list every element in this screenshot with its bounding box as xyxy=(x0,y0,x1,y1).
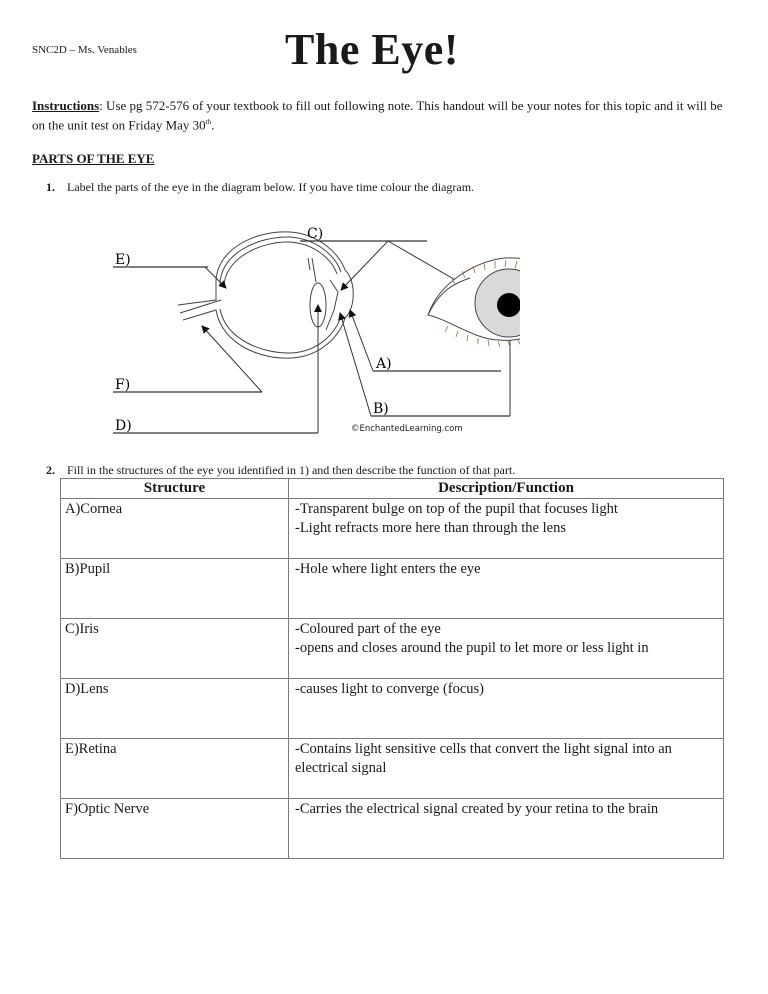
structure-cell: D)Lens xyxy=(61,679,289,739)
instructions-text: : Use pg 572-576 of your textbook to fill out following note. This handout will be your notes for this topic and it will be on the unit test on Friday May 30 xyxy=(32,98,723,133)
structure-cell: C)Iris xyxy=(61,619,289,679)
diagram-label-f: F) xyxy=(115,377,131,393)
course-label: SNC2D – Ms. Venables xyxy=(32,44,137,56)
description-cell xyxy=(289,559,724,619)
description-line: -Transparent bulge on top of the pupil that focuses light xyxy=(295,501,618,517)
question-2-text: Fill in the structures of the eye you identified in 1) and then describe the function of that part. xyxy=(67,463,516,477)
section-title: PARTS OF THE EYE xyxy=(32,151,155,166)
description-line: -opens and closes around the pupil to let more or less light in xyxy=(295,640,649,656)
structures-table xyxy=(60,478,724,859)
description-line: -causes light to converge (focus) xyxy=(295,681,484,697)
question-1-number: 1. xyxy=(46,180,55,194)
description-line: -Light refracts more here than through the lens xyxy=(295,520,566,536)
description-cell xyxy=(289,619,724,679)
table-row xyxy=(61,499,724,559)
table-row xyxy=(61,739,724,799)
structure-cell: E)Retina xyxy=(61,739,289,799)
page-title: The Eye! xyxy=(285,25,459,74)
structure-cell: F)Optic Nerve xyxy=(61,799,289,859)
instructions-end: . xyxy=(211,117,215,133)
instructions-label: Instructions xyxy=(32,98,100,113)
header-structure: Structure xyxy=(61,479,289,499)
table-row xyxy=(61,619,724,679)
description-cell xyxy=(289,679,724,739)
question-1 xyxy=(46,180,474,195)
question-2 xyxy=(46,463,515,478)
diagram-label-a: A) xyxy=(376,356,392,372)
instructions xyxy=(32,97,732,133)
description-line: -Coloured part of the eye xyxy=(295,621,441,637)
description-line: -Hole where light enters the eye xyxy=(295,561,481,577)
table-row xyxy=(61,679,724,739)
diagram-label-e: E) xyxy=(115,252,131,268)
description-cell xyxy=(289,739,724,799)
diagram-label-c: C) xyxy=(307,226,324,242)
diagram-credit: ©EnchantedLearning.com xyxy=(351,424,463,434)
header-description: Description/Function xyxy=(289,479,724,499)
structure-cell: B)Pupil xyxy=(61,559,289,619)
description-line: -Contains light sensitive cells that convert the light signal into an electrical signal xyxy=(295,741,672,776)
structure-cell: A)Cornea xyxy=(61,499,289,559)
question-1-text: Label the parts of the eye in the diagram below. If you have time colour the diagram. xyxy=(67,180,475,194)
question-2-number: 2. xyxy=(46,463,55,477)
table-row xyxy=(61,559,724,619)
diagram-label-d: D) xyxy=(115,418,132,434)
description-cell xyxy=(289,499,724,559)
table-row xyxy=(61,799,724,859)
table-header-row xyxy=(61,479,724,499)
diagram-label-b: B) xyxy=(373,401,389,417)
instructions-sup: th xyxy=(205,118,212,126)
description-cell xyxy=(289,799,724,859)
eye-diagram xyxy=(100,222,520,444)
description-line: -Carries the electrical signal created by your retina to the brain xyxy=(295,801,659,817)
